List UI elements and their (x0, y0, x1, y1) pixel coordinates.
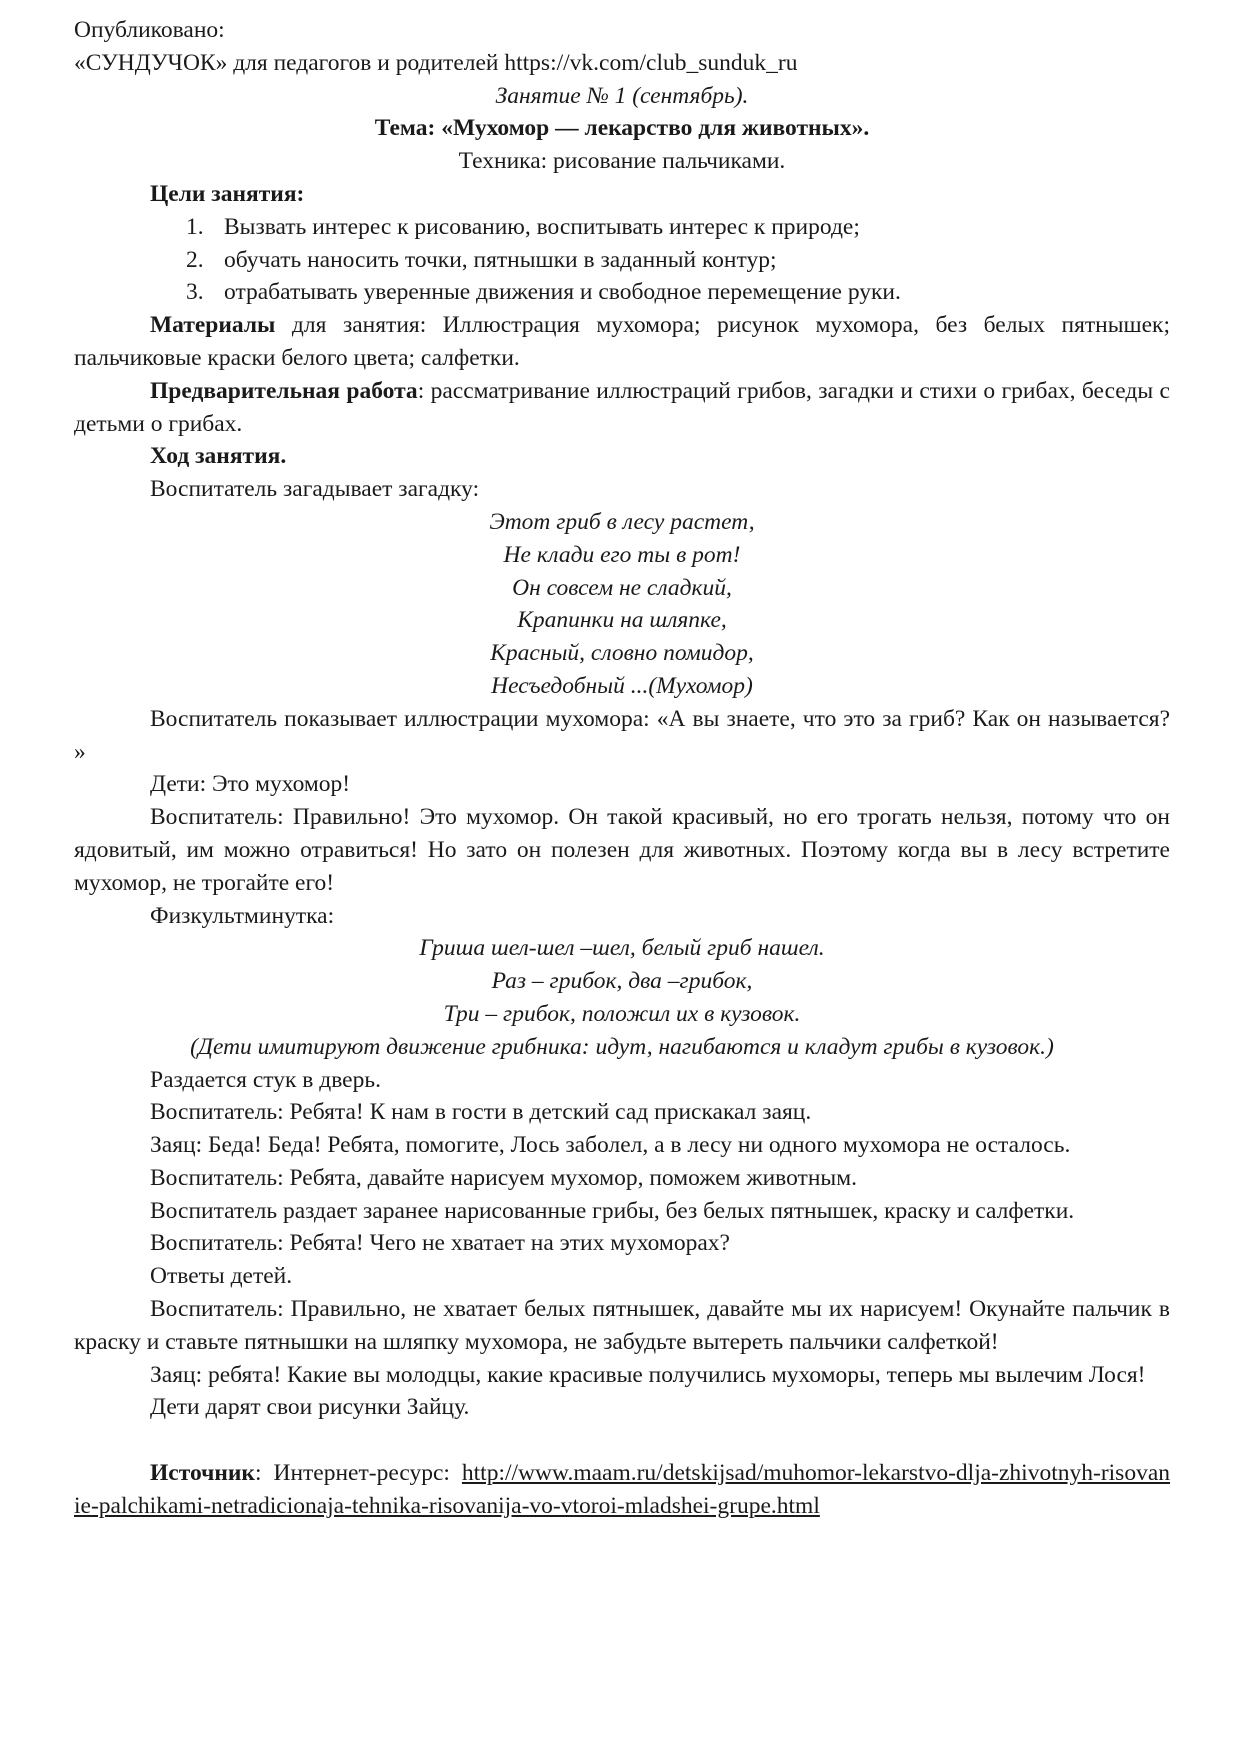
exercise-note: (Дети имитируют движение грибника: идут, нагибаются и кладут грибы в кузовок.) (190, 1033, 1054, 1060)
verse-line: Красный, словно помидор, (490, 640, 754, 667)
course-heading: Ход занятия. (150, 443, 287, 470)
published-source: «СУНДУЧОК» для педагогов и родителей https://vk.com/club_sunduk_ru (74, 49, 798, 76)
materials-label: Материалы (150, 312, 276, 339)
paragraph: Раздается стук в дверь. (150, 1066, 381, 1093)
goals-list (74, 211, 1170, 309)
list-number: 1. (186, 213, 204, 240)
list-item (74, 244, 1170, 277)
paragraph: Ответы детей. (150, 1263, 293, 1290)
preliminary-label: Предварительная работа (150, 377, 418, 404)
list-number: 3. (186, 279, 204, 306)
list-item (74, 211, 1170, 244)
source-link[interactable]: http://www.maam.ru/detskijsad/muhomor-lekarstvo-dlja-zhivotnyh-risovanie-palchikami-netradicionaja-tehnika-risovanija-vo-vtoroi-mladshei-grupe.html (74, 1460, 1170, 1519)
paragraph: Воспитатель: Ребята! Чего не хватает на этих мухоморах? (150, 1230, 730, 1257)
lesson-technique: Техника: рисование пальчиками. (458, 148, 786, 175)
paragraph: Воспитатель: Ребята, давайте нарисуем мухомор, поможем животным. (150, 1164, 857, 1191)
list-text: отрабатывать уверенные движения и свободное перемещение руки. (224, 279, 901, 306)
verse-line: Несъедобный ...(Мухомор) (491, 672, 753, 699)
preliminary-paragraph (74, 375, 1170, 441)
verse-line: Гриша шел-шел –шел, белый гриб нашел. (419, 935, 825, 962)
paragraph: Воспитатель: Правильно, не хватает белых пятнышек, давайте мы их нарисуем! Окунайте пальчик в краску и ставьте пятнышки на шляпку мухомора, не забудьте вытереть пальчики салфеткой! (74, 1296, 1170, 1355)
verse-line: Крапинки на шляпке, (517, 607, 727, 634)
list-text: Вызвать интерес к рисованию, воспитывать интерес к природе; (224, 213, 860, 240)
materials-text: для занятия: Иллюстрация мухомора; рисунок мухомора, без белых пятнышек; пальчиковые краски белого цвета; салфетки. (74, 312, 1170, 371)
riddle-intro: Воспитатель загадывает загадку: (150, 476, 480, 503)
verse-line: Он совсем не сладкий, (512, 574, 732, 601)
paragraph: Воспитатель раздает заранее нарисованные грибы, без белых пятнышек, краску и салфетки. (150, 1197, 1075, 1224)
paragraph: Физкультминутка: (150, 902, 335, 929)
riddle-verse (74, 506, 1170, 703)
verse-line: Раз – грибок, два –грибок, (491, 968, 753, 995)
source-paragraph (74, 1457, 1170, 1523)
lesson-number: Занятие № 1 (сентябрь). (495, 82, 749, 109)
source-label: Источник (150, 1460, 255, 1487)
paragraph: Заяц: Беда! Беда! Ребята, помогите, Лось заболел, а в лесу ни одного мухомора не осталось. (150, 1132, 1071, 1159)
paragraph: Заяц: ребята! Какие вы молодцы, какие красивые получились мухоморы, теперь мы вылечим Лося! (150, 1361, 1146, 1388)
goals-heading: Цели занятия: (150, 180, 305, 207)
list-number: 2. (186, 246, 204, 273)
verse-line: Этот гриб в лесу растет, (489, 508, 755, 535)
paragraph: Дети: Это мухомор! (150, 771, 351, 798)
published-label: Опубликовано: (74, 17, 225, 43)
list-item (74, 276, 1170, 309)
paragraph: Воспитатель показывает иллюстрации мухомора: «А вы знаете, что это за гриб? Как он называется? » (74, 705, 1170, 765)
paragraph: Воспитатель: Правильно! Это мухомор. Он такой красивый, но его трогать нельзя, потому что он ядовитый, им можно отравиться! Но зато он полезен для животных. Поэтому когда вы в лесу встретите мухомор, не трогайте его! (74, 804, 1170, 896)
list-text: обучать наносить точки, пятнышки в заданный контур; (224, 246, 777, 273)
spacer (74, 1424, 1170, 1457)
materials-paragraph (74, 309, 1170, 375)
exercise-verse (74, 932, 1170, 1063)
source-text: : Интернет-ресурс: (254, 1460, 462, 1487)
verse-line: Три – грибок, положил их в кузовок. (443, 1000, 801, 1027)
paragraph: Воспитатель: Ребята! К нам в гости в детский сад прискакал заяц. (150, 1099, 812, 1126)
preliminary-text: : рассматривание иллюстраций грибов, загадки и стихи о грибах, беседы с детьми о грибах. (74, 377, 1170, 437)
verse-line: Не клади его ты в рот! (503, 541, 741, 568)
paragraph: Дети дарят свои рисунки Зайцу. (150, 1394, 470, 1421)
lesson-topic: Тема: «Мухомор — лекарство для животных». (374, 115, 870, 142)
document-page (74, 14, 1170, 1523)
